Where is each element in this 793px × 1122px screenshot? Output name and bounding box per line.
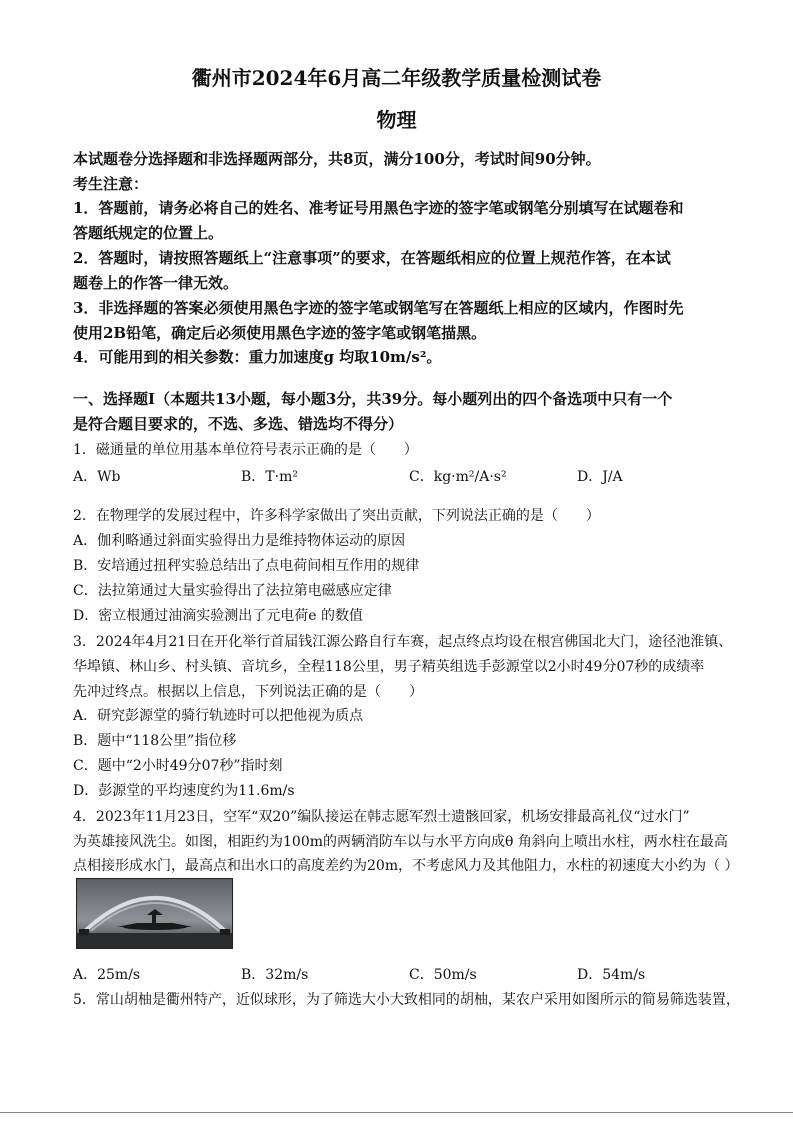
q1-option-b: B．T·m² xyxy=(241,469,298,485)
q1-option-c: C．kg·m²/A·s² xyxy=(409,469,507,485)
note-1: 1．答题前，请务必将自己的姓名、准考证号用黑色字迹的签字笔或钢笔分别填写在试题卷和 xyxy=(73,199,684,217)
section-heading: 一、选择题Ⅰ（本题共13小题，每小题3分，共39分。每小题列出的四个备选项中只有一个 xyxy=(73,390,673,408)
q5-stem: 5．常山胡柚是衢州特产，近似球形，为了筛选大小大致相同的胡柚，某农户采用如图所示的简易筛选装置， xyxy=(73,992,740,1008)
q2-option-b: B．安培通过扭秤实验总结出了点电荷间相互作用的规律 xyxy=(73,558,420,574)
q3-option-d: D．彭源堂的平均速度约为11.6m/s xyxy=(73,783,295,799)
q2-stem: 2．在物理学的发展过程中，许多科学家做出了突出贡献，下列说法正确的是（ ） xyxy=(73,508,600,524)
exam-subject: 物理 xyxy=(376,108,417,132)
q1-stem: 1．磁通量的单位用基本单位符号表示正确的是（ ） xyxy=(73,442,418,458)
q2-option-c: C．法拉第通过大量实验得出了法拉第电磁感应定律 xyxy=(73,583,392,599)
note-1-cont: 答题纸规定的位置上。 xyxy=(73,224,224,242)
notes-heading: 考生注意： xyxy=(73,175,149,193)
note-4: 4．可能用到的相关参数：重力加速度g 均取10m/s²。 xyxy=(73,348,442,366)
q4-option-b: B．32m/s xyxy=(241,967,309,983)
q3-option-b: B．题中“118公里”指位移 xyxy=(73,733,237,749)
q2-option-a: A．伽利略通过斜面实验得出力是维持物体运动的原因 xyxy=(73,533,406,549)
q3-stem-2: 华埠镇、林山乡、村头镇、音坑乡，全程118公里，男子精英组选手彭源堂以2小时49分07秒的成绩率 xyxy=(73,659,705,675)
q3-option-c: C．题中“2小时49分07秒”指时刻 xyxy=(73,758,283,774)
q2-option-d: D．密立根通过油滴实验测出了元电荷e 的数值 xyxy=(73,608,363,624)
notes-intro: 本试题卷分选择题和非选择题两部分，共8页，满分100分，考试时间90分钟。 xyxy=(73,150,601,168)
water-gate-illustration xyxy=(77,879,232,948)
note-3: 3．非选择题的答案必须使用黑色字迹的签字笔或钢笔写在答题纸上相应的区域内，作图时先 xyxy=(73,299,684,317)
page-bottom-rule xyxy=(0,1112,793,1113)
note-2: 2．答题时，请按照答题纸上“注意事项”的要求，在答题纸相应的位置上规范作答，在本试 xyxy=(73,249,671,267)
q3-stem-1: 3．2024年4月21日在开化举行首届钱江源公路自行车赛，起点终点均设在根宫佛国北大门，途径池淮镇、 xyxy=(73,634,733,650)
q3-stem-3: 先冲过终点。根据以上信息，下列说法正确的是（ ） xyxy=(73,684,423,700)
section-heading-cont: 是符合题目要求的，不选、多选、错选均不得分） xyxy=(73,415,404,433)
q4-stem-2: 为英雄接风洗尘。如图，相距约为100m的两辆消防车以与水平方向成θ 角斜向上喷出水柱，两水柱在最高 xyxy=(73,834,728,850)
q1-option-a: A．Wb xyxy=(73,469,121,485)
q4-option-a: A．25m/s xyxy=(73,967,141,983)
q4-option-c: C．50m/s xyxy=(409,967,477,983)
note-3-cont: 使用2B铅笔，确定后必须使用黑色字迹的签字笔或钢笔描黑。 xyxy=(73,324,487,342)
water-gate-photo xyxy=(76,878,233,949)
q4-stem-1: 4．2023年11月23日，空军“双20”编队接运在韩志愿军烈士遗骸回家，机场安排最高礼仪“过水门” xyxy=(73,809,690,825)
note-2-cont: 题卷上的作答一律无效。 xyxy=(73,274,239,292)
q1-option-d: D．J/A xyxy=(577,469,623,485)
q4-stem-3: 点相接形成水门，最高点和出水口的高度差约为20m，不考虑风力及其他阻力，水柱的初速度大小约为（ ） xyxy=(73,858,739,874)
q3-option-a: A．研究彭源堂的骑行轨迹时可以把他视为质点 xyxy=(73,708,364,724)
q4-option-d: D．54m/s xyxy=(577,967,646,983)
exam-title: 衢州市2024年6月高二年级教学质量检测试卷 xyxy=(191,66,602,90)
